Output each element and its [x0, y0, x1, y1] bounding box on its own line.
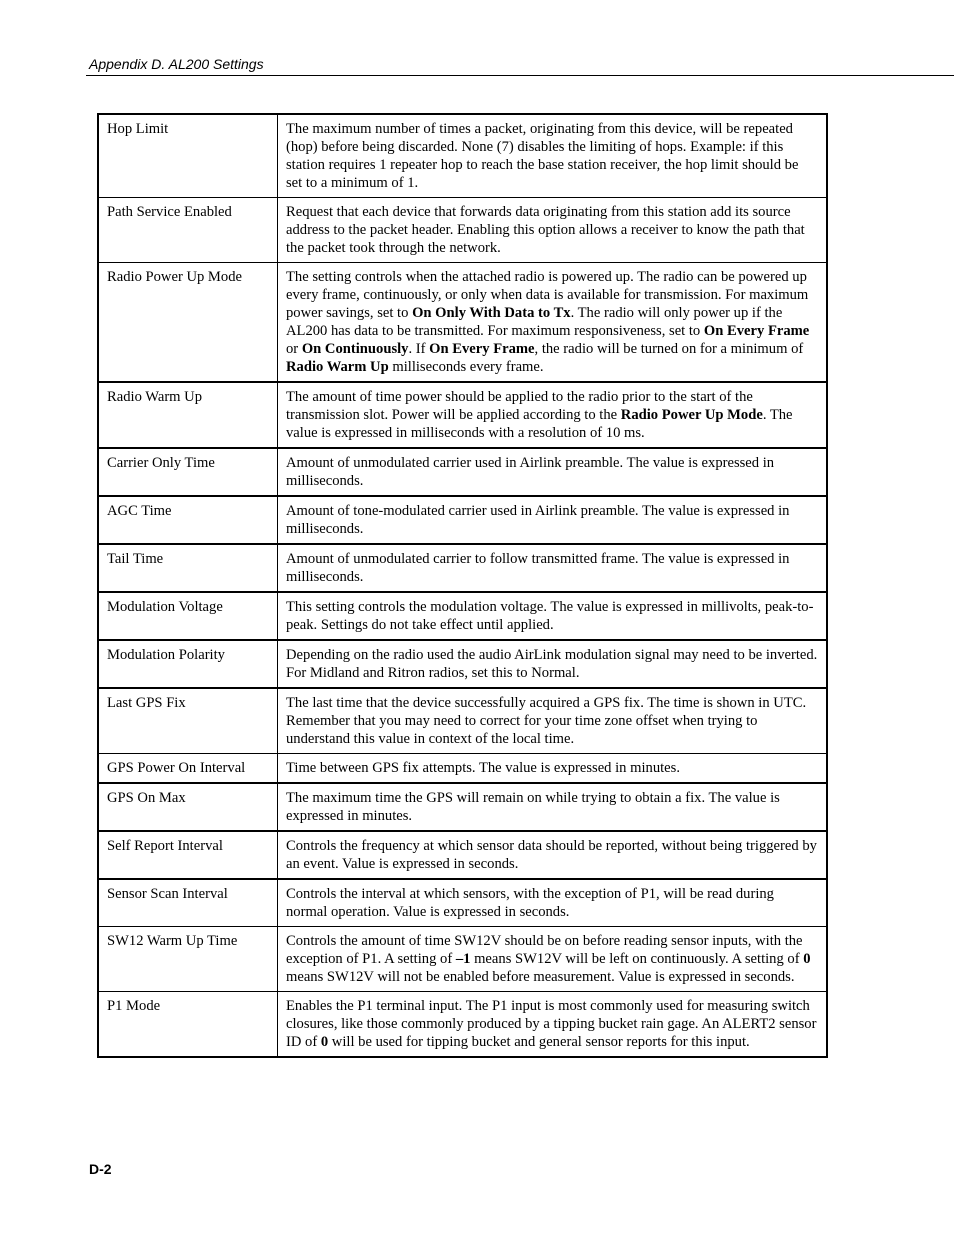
setting-description-text: means SW12V will be left on continuously. A setting of — [470, 951, 804, 967]
setting-description-text: The last time that the device successfully acquired a GPS fix. The time is shown in UTC. Remember that you may need to correct for your time zone offset when trying to understand this value in context of the local time. — [286, 695, 807, 747]
setting-description-text: Amount of unmodulated carrier used in Airlink preamble. The value is expressed in milliseconds. — [286, 455, 775, 489]
settings-table-body — [98, 114, 827, 1057]
setting-name: GPS On Max — [98, 783, 278, 831]
setting-name: Last GPS Fix — [98, 688, 278, 754]
setting-description-text: Amount of unmodulated carrier to follow transmitted frame. The value is expressed in milliseconds. — [286, 551, 790, 585]
setting-row — [98, 114, 827, 198]
setting-row — [98, 544, 827, 592]
setting-name: SW12 Warm Up Time — [98, 927, 278, 992]
setting-description-text: , the radio will be turned on for a minimum of — [534, 341, 804, 357]
setting-name: Modulation Polarity — [98, 640, 278, 688]
running-header: Appendix D. AL200 Settings — [89, 56, 264, 72]
setting-description-text: means SW12V will not be enabled before measurement. Value is expressed in seconds. — [286, 969, 795, 985]
setting-description-text: Controls the amount of time SW12V should be on before reading sensor inputs, with the exception of P1. A setting of — [286, 933, 803, 967]
setting-description-emphasis: 0 — [320, 1034, 329, 1050]
setting-name: GPS Power On Interval — [98, 754, 278, 784]
setting-description-text: milliseconds every frame. — [388, 359, 544, 375]
setting-description-emphasis: 0 — [803, 951, 811, 967]
setting-description-text: Controls the interval at which sensors, with the exception of P1, will be read during normal operation. Value is expressed in seconds. — [286, 886, 774, 920]
setting-description-text: or — [286, 341, 302, 357]
setting-name: Tail Time — [98, 544, 278, 592]
setting-description-text: . The value is expressed in milliseconds with a resolution of 10 ms. — [286, 407, 793, 441]
setting-description-emphasis: On Every Frame — [703, 323, 810, 339]
setting-description-text: Time between GPS fix attempts. The value is expressed in minutes. — [286, 760, 680, 776]
setting-description-text: . If — [408, 341, 430, 357]
setting-name: AGC Time — [98, 496, 278, 544]
setting-row — [98, 640, 827, 688]
setting-description — [278, 688, 828, 754]
setting-name: Carrier Only Time — [98, 448, 278, 496]
setting-description — [278, 783, 828, 831]
setting-row — [98, 592, 827, 640]
setting-description-text: Controls the frequency at which sensor data should be reported, without being triggered by an event. Value is expressed in seconds. — [286, 838, 817, 872]
setting-row — [98, 879, 827, 927]
setting-description — [278, 592, 828, 640]
setting-description-emphasis: On Continuously — [301, 341, 409, 357]
setting-description — [278, 496, 828, 544]
setting-description-text: The setting controls when the attached radio is powered up. The radio can be powered up every frame, continuously, or only when data is available for transmission. For maximum power savings, set to — [286, 269, 809, 321]
setting-description-text: The amount of time power should be applied to the radio prior to the start of the transmission slot. Power will be applied according to the — [286, 389, 753, 423]
setting-description — [278, 927, 828, 992]
setting-description — [278, 754, 828, 784]
setting-description — [278, 198, 828, 263]
setting-description-text: Depending on the radio used the audio AirLink modulation signal may need to be inverted. For Midland and Ritron radios, set this to Normal. — [286, 647, 818, 681]
setting-row — [98, 831, 827, 879]
setting-description-text: . The radio will only power up if the AL200 has data to be transmitted. For maximum responsiveness, set to — [286, 305, 783, 339]
setting-row — [98, 754, 827, 784]
page-number: D-2 — [89, 1161, 112, 1177]
setting-row — [98, 783, 827, 831]
setting-description-emphasis: –1 — [455, 951, 471, 967]
setting-description-emphasis: On Every Frame — [429, 341, 535, 357]
header-divider — [86, 75, 954, 76]
setting-row — [98, 992, 827, 1058]
setting-description — [278, 879, 828, 927]
setting-name: P1 Mode — [98, 992, 278, 1058]
setting-row — [98, 688, 827, 754]
setting-row — [98, 382, 827, 448]
setting-row — [98, 263, 827, 383]
setting-description-emphasis: On Only With Data to Tx — [412, 305, 571, 321]
setting-row — [98, 198, 827, 263]
setting-row — [98, 496, 827, 544]
setting-description-text: The maximum time the GPS will remain on while trying to obtain a fix. The value is expressed in minutes. — [286, 790, 780, 824]
setting-name: Sensor Scan Interval — [98, 879, 278, 927]
setting-description — [278, 448, 828, 496]
setting-description-text: Amount of tone-modulated carrier used in Airlink preamble. The value is expressed in milliseconds. — [286, 503, 790, 537]
setting-row — [98, 927, 827, 992]
setting-description — [278, 114, 828, 198]
settings-table — [97, 113, 828, 1058]
setting-name: Hop Limit — [98, 114, 278, 198]
setting-description — [278, 263, 828, 383]
setting-name: Modulation Voltage — [98, 592, 278, 640]
setting-description-text: Request that each device that forwards data originating from this station add its source address to the packet header. Enabling this option allows a receiver to know the path that the packet took through the network. — [286, 204, 805, 256]
setting-description — [278, 544, 828, 592]
setting-name: Path Service Enabled — [98, 198, 278, 263]
setting-description-text: This setting controls the modulation voltage. The value is expressed in millivolts, peak-to-peak. Settings do not take effect until applied. — [286, 599, 814, 633]
setting-row — [98, 448, 827, 496]
setting-description — [278, 992, 828, 1058]
setting-description — [278, 831, 828, 879]
setting-description-text: will be used for tipping bucket and general sensor reports for this input. — [328, 1034, 750, 1050]
setting-description-text: The maximum number of times a packet, originating from this device, will be repeated (hop) before being discarded. None (7) disables the limiting of hops. Example: if this station requires 1 repeater hop to reach the base station receiver, the hop limit should be set to a minimum of 1. — [286, 121, 799, 191]
setting-name: Radio Warm Up — [98, 382, 278, 448]
setting-description — [278, 640, 828, 688]
setting-description-emphasis: Radio Warm Up — [286, 359, 389, 375]
setting-name: Radio Power Up Mode — [98, 263, 278, 383]
setting-description-emphasis: Radio Power Up Mode — [620, 407, 763, 423]
setting-description-text: Enables the P1 terminal input. The P1 input is most commonly used for measuring switch closures, like those commonly produced by a tipping bucket rain gage. An ALERT2 sensor ID of — [286, 998, 817, 1050]
setting-name: Self Report Interval — [98, 831, 278, 879]
setting-description — [278, 382, 828, 448]
